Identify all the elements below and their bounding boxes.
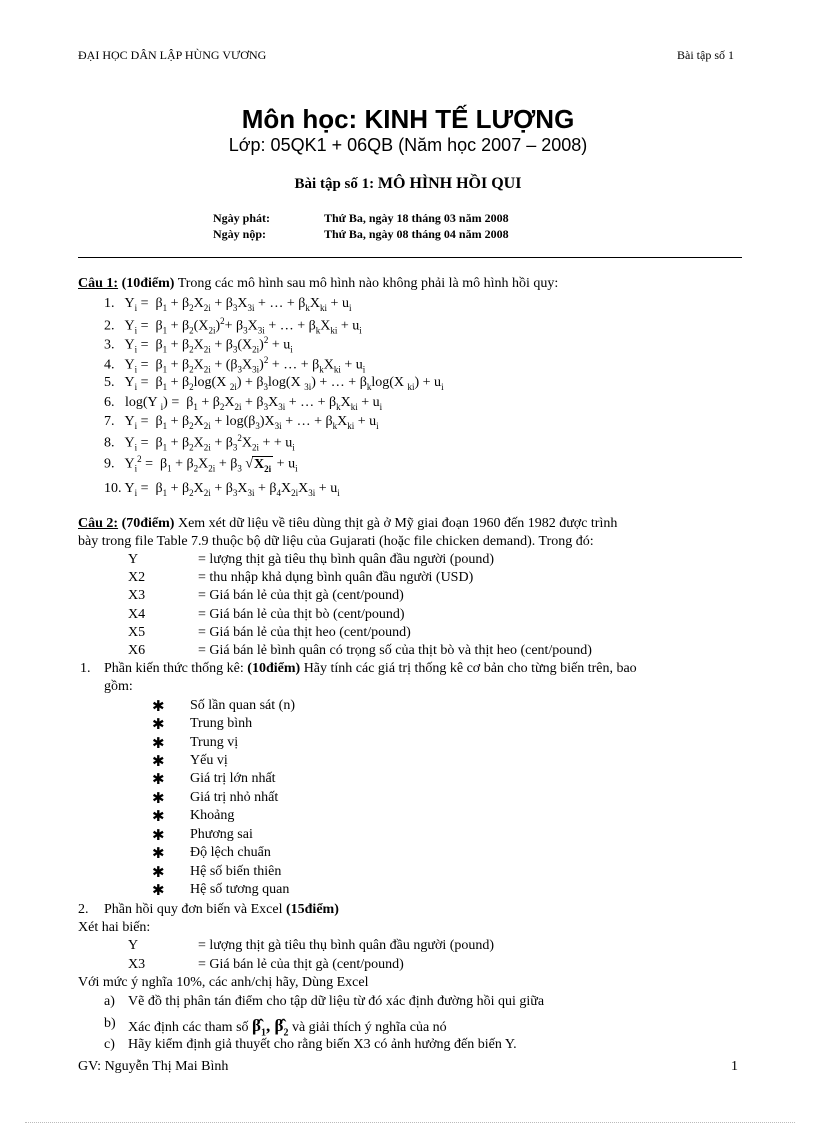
teacher-name: GV: Nguyễn Thị Mai Bình <box>78 1059 229 1074</box>
q1-points: (10điểm) <box>121 276 175 291</box>
asterisk-icon: ✱ <box>152 754 165 770</box>
item-label: b) <box>104 1016 116 1031</box>
var-name: X4 <box>128 607 146 622</box>
asterisk-icon: ✱ <box>152 809 165 825</box>
asterisk-icon: ✱ <box>152 883 165 899</box>
q2-points: (70điểm) <box>121 516 175 531</box>
topic-title <box>0 175 816 193</box>
item-label: c) <box>104 1037 115 1052</box>
issue-date-label: Ngày phát: <box>213 211 271 225</box>
item-text: Hãy kiểm định giả thuyết cho rằng biến X3 có ảnh hưởng đến biến Y. <box>128 1037 517 1052</box>
var-desc: = Giá bán lẻ của thịt gà (cent/pound) <box>198 957 404 972</box>
part1-number: 1. <box>80 661 91 676</box>
stat-item: Hệ số tương quan <box>190 882 290 897</box>
stat-item: Độ lệch chuẩn <box>190 845 271 860</box>
part2-intro: Xét hai biến: <box>78 920 151 935</box>
stat-item: Yếu vị <box>190 753 228 768</box>
asterisk-icon: ✱ <box>152 717 165 733</box>
q2-text-1: Xem xét dữ liệu về tiêu dùng thịt gà ở Mỹ giai đoạn 1960 đến 1982 được trình <box>177 516 618 531</box>
page-number: 1 <box>731 1059 738 1074</box>
model-9: 9. $Y_i^2 = \beta_1 + \beta_2X_{2i} + \beta_3$ $√X_{2i} + u_i$ <box>104 454 298 474</box>
var-name: Y <box>128 552 139 567</box>
model-8: 8. $Y_i = \beta_1 + \beta_2X_{2i} + \beta_3^2X_{2i}$ + + $u_i$ <box>104 433 295 453</box>
var-name: X6 <box>128 643 146 658</box>
asterisk-icon: ✱ <box>152 828 165 844</box>
var-desc: = thu nhập khả dụng bình quân đầu người (USD) <box>198 570 474 585</box>
part1-heading: Phần kiến thức thống kê: (10điểm) Hãy tính các giá trị thống kê cơ bản cho từng biến trên, bao <box>104 661 637 676</box>
var-name: X3 <box>128 588 146 603</box>
q2-text-2: bày trong file Table 7.9 thuộc bộ dữ liệu của Gujarati (hoặc file chicken demand). Trong đó: <box>78 534 594 549</box>
part2-instruction: Với mức ý nghĩa 10%, các anh/chị hãy, Dùng Excel <box>78 975 369 990</box>
model-7: 7. $Y_i = \beta_1 + \beta_2X_{2i} + \log(\beta_3)X_{3i}$ + … + $\beta_kX_{ki} + u_i$ <box>104 414 379 431</box>
model-5: 5. $Y_i = \beta_1 + \beta_2\log(X$ $_{2i}) + \beta_3\log(X$ $_{3i}$) + … + $\beta_k\log(X$ $_{ki}) + u_i$ <box>104 375 444 392</box>
var-desc: = Giá bán lẻ của thịt bò (cent/pound) <box>198 607 405 622</box>
q2-label: Câu 2: <box>78 516 119 531</box>
var-desc: = lượng thịt gà tiêu thụ bình quân đầu người (pound) <box>198 938 495 953</box>
header-divider <box>78 257 742 258</box>
var-name: X5 <box>128 625 146 640</box>
var-desc: = Giá bán lẻ bình quân có trọng số của thịt bò và thịt heo (cent/pound) <box>198 643 592 658</box>
class-line: Lớp: 05QK1 + 06QB (Năm học 2007 – 2008) <box>228 135 588 155</box>
page-title: Môn học: KINH TẾ LƯỢNG <box>241 104 575 134</box>
stat-item: Số lần quan sát (n) <box>190 698 295 713</box>
asterisk-icon: ✱ <box>152 699 165 715</box>
asterisk-icon: ✱ <box>152 736 165 752</box>
assignment-header: Bài tập số 1 <box>677 48 734 62</box>
part2-heading: Phần hồi quy đơn biến và Excel (15điểm) <box>104 902 339 917</box>
q1-text: Trong các mô hình sau mô hình nào không phải là mô hình hồi quy: <box>177 276 559 291</box>
stat-item: Trung bình <box>190 716 253 731</box>
asterisk-icon: ✱ <box>152 865 165 881</box>
var-name: X2 <box>128 570 146 585</box>
model-2: 2. $Y_i = \beta_1 + \beta_2(X_{2i})^2+ \beta_3X_{3i}$ + … + $\beta_kX_{ki} + u_i$ <box>104 316 362 336</box>
asterisk-icon: ✱ <box>152 846 165 862</box>
stat-item: Hệ số biến thiên <box>190 864 282 879</box>
due-date-value: Thứ Ba, ngày 08 tháng 04 năm 2008 <box>324 227 509 241</box>
var-desc: = Giá bán lẻ của thịt heo (cent/pound) <box>198 625 411 640</box>
q1-label: Câu 1: <box>78 276 119 291</box>
stat-item: Giá trị nhỏ nhất <box>190 790 279 805</box>
asterisk-icon: ✱ <box>152 791 165 807</box>
part1-heading-cont: gồm: <box>104 679 133 694</box>
item-text: Xác định các tham số $\betâ_1$, $\betâ_2$ và giải thích ý nghĩa của nó <box>128 1016 447 1039</box>
var-name: X3 <box>128 957 146 972</box>
var-name: Y <box>128 938 139 953</box>
var-desc: = Giá bán lẻ của thịt gà (cent/pound) <box>198 588 404 603</box>
q2-prompt <box>78 516 617 532</box>
model-6: 6. log(Y $_i) = \beta_1 + \beta_2X_{2i} + \beta_3X_{3i}$ + … + $\beta_kX_{ki} + u_i$ <box>104 395 383 412</box>
model-1: 1. $Y_i = \beta_1 + \beta_2X_{2i} + \beta_3X_{3i}$ + … + $\beta_kX_{ki} + u_i$ <box>104 296 352 313</box>
model-10: 10. $Y_i = \beta_1 + \beta_2X_{2i} + \beta_3X_{3i} + \beta_4X_{2i}X_{3i} + u_i$ <box>104 481 340 498</box>
model-4: 4. $Y_i = \beta_1 + \beta_2X_{2i} + (\beta_3X_{3i})^2$ + … + $\beta_kX_{ki} + u_i$ <box>104 355 366 375</box>
stat-item: Trung vị <box>190 735 239 750</box>
stat-item: Phương sai <box>190 827 253 842</box>
var-desc: = lượng thịt gà tiêu thụ bình quân đầu người (pound) <box>198 552 495 567</box>
topic-name: MÔ HÌNH HỒI QUI <box>377 175 522 192</box>
part2-number: 2. <box>78 902 89 917</box>
due-date-label: Ngày nộp: <box>213 227 267 241</box>
model-3: 3. $Y_i = \beta_1 + \beta_2X_{2i} + \beta_3(X_{2i})^2 + u_i$ <box>104 335 293 355</box>
topic-prefix: Bài tập số 1: <box>294 176 378 192</box>
university-name: ĐẠI HỌC DÂN LẬP HÙNG VƯƠNG <box>78 48 267 62</box>
q1-prompt <box>78 276 558 292</box>
item-label: a) <box>104 994 115 1009</box>
stat-item: Giá trị lớn nhất <box>190 771 276 786</box>
item-text: Vẽ đồ thị phân tán điểm cho tập dữ liệu từ đó xác định đường hồi qui giữa <box>128 994 545 1009</box>
issue-date-value: Thứ Ba, ngày 18 tháng 03 năm 2008 <box>324 211 509 225</box>
stat-item: Khoảng <box>190 808 235 823</box>
asterisk-icon: ✱ <box>152 772 165 788</box>
